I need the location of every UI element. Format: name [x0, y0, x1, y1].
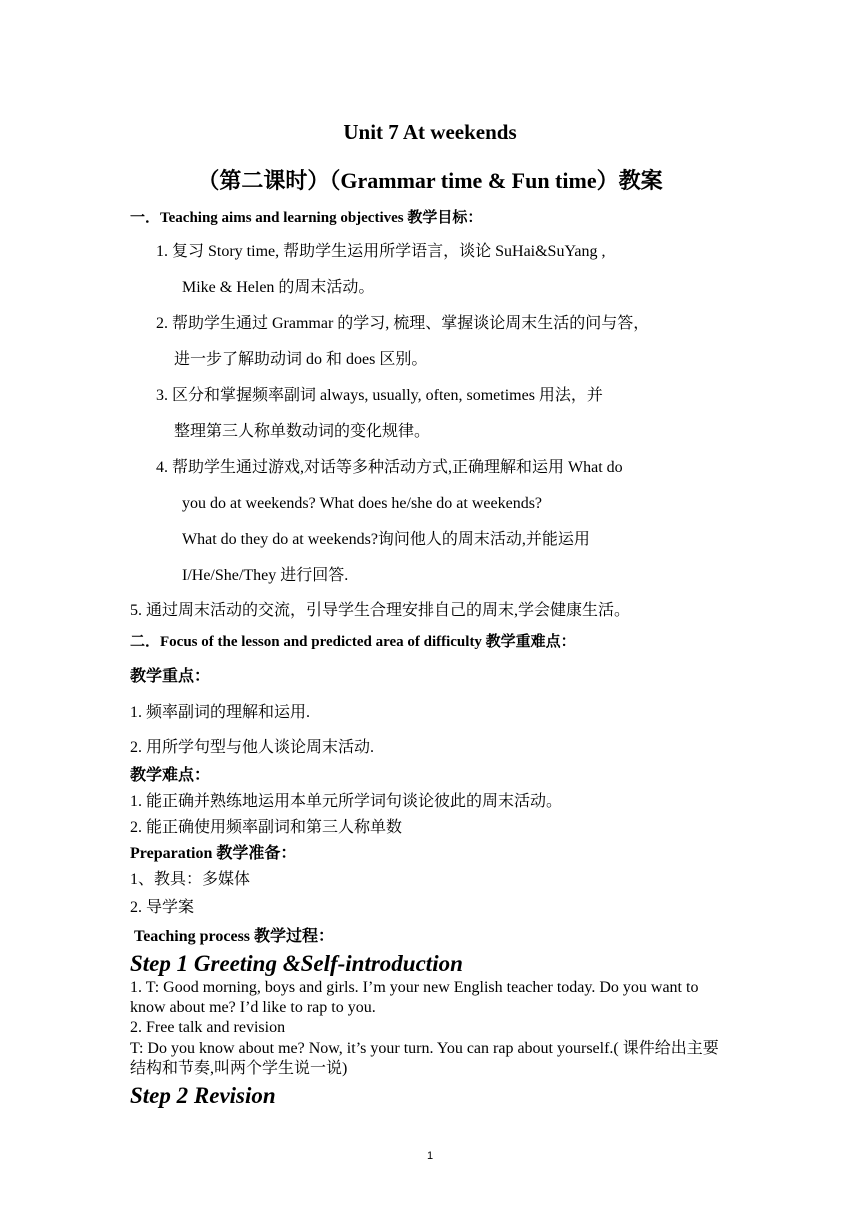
- step1-paragraph: T: Do you know about me? Now, it’s your turn. You can rap about yourself.( 课件给出主要结构和节奏,叫两个学生说一说): [130, 1040, 719, 1077]
- aim-item: 1. 复习 Story time, 帮助学生运用所学语言，谈论 SuHai&SuYang ,: [156, 243, 606, 260]
- step2-heading: Step 2 Revision: [130, 1083, 276, 1108]
- difficulty-item: 1. 能正确并熟练地运用本单元所学词句谈论彼此的周末活动。: [130, 793, 563, 810]
- aim-item: 整理第三人称单数动词的变化规律。: [174, 423, 431, 440]
- aim-item: 4. 帮助学生通过游戏,对话等多种活动方式,正确理解和运用 What do: [156, 459, 623, 476]
- step1-heading: Step 1 Greeting &Self-introduction: [130, 951, 463, 976]
- page-number: 1: [426, 1150, 434, 1162]
- process-heading: Teaching process 教学过程：: [134, 928, 335, 945]
- doc-subtitle: （第二课时）（Grammar time & Fun time）教案: [197, 168, 663, 193]
- aim-item: I/He/She/They 进行回答.: [182, 567, 349, 584]
- aim-item: you do at weekends? What does he/she do at weekends?: [182, 495, 543, 512]
- preparation-item: 1、教具：多媒体: [130, 871, 251, 888]
- aim-item: 2. 帮助学生通过 Grammar 的学习, 梳理、掌握谈论周末生活的问与答，: [156, 315, 650, 332]
- preparation-heading: Preparation 教学准备：: [130, 845, 297, 862]
- aim-item: 5. 通过周末活动的交流，引导学生合理安排自己的周末,学会健康生活。: [130, 602, 631, 619]
- key-points-heading: 教学重点：: [130, 668, 211, 685]
- difficulty-heading: 教学难点：: [130, 767, 211, 784]
- step1-paragraph: 1. T: Good morning, boys and girls. I’m your new English teacher today. Do you want to know about me? I’d like to rap to you.: [130, 979, 699, 1016]
- step1-paragraph: 2. Free talk and revision: [130, 1019, 286, 1036]
- aim-item: 进一步了解助动词 do 和 does 区别。: [174, 351, 428, 368]
- key-point-item: 2. 用所学句型与他人谈论周末活动.: [130, 739, 375, 756]
- aim-item: Mike & Helen 的周末活动。: [182, 279, 375, 296]
- aim-item: 3. 区分和掌握频率副词 always, usually, often, sometimes 用法，并: [156, 387, 603, 404]
- section2-heading: 二．Focus of the lesson and predicted area of difficulty 教学重难点：: [130, 634, 576, 650]
- aim-item: What do they do at weekends?询问他人的周末活动,并能运用: [182, 531, 590, 548]
- doc-title: Unit 7 At weekends: [343, 120, 517, 144]
- preparation-item: 2. 导学案: [130, 899, 195, 916]
- section1-heading: 一．Teaching aims and learning objectives 教学目标：: [130, 210, 483, 226]
- key-point-item: 1. 频率副词的理解和运用.: [130, 704, 311, 721]
- difficulty-item: 2. 能正确使用频率副词和第三人称单数: [130, 819, 403, 836]
